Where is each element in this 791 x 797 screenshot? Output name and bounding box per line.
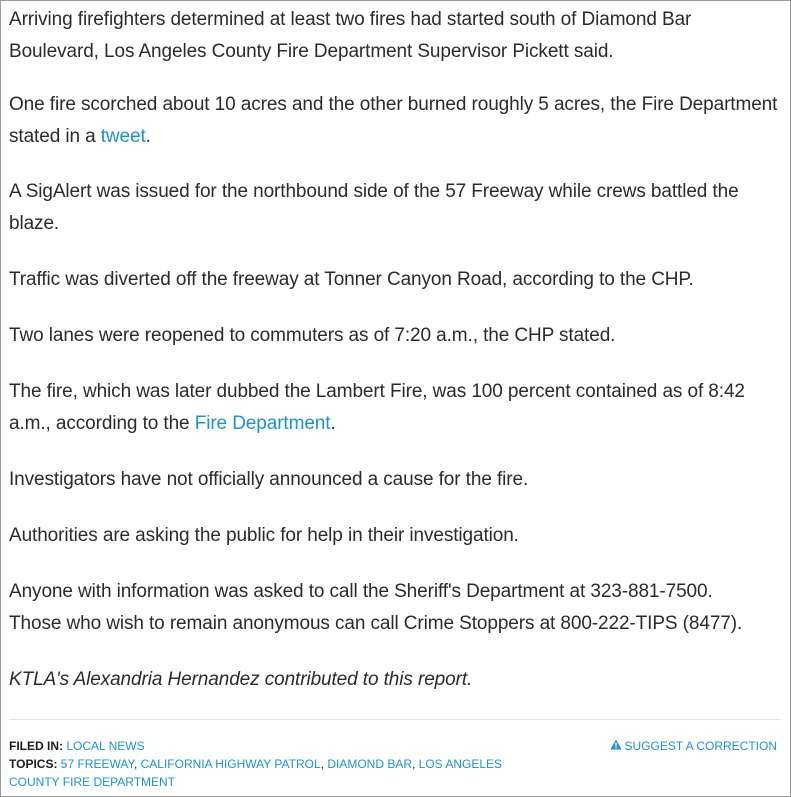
filed-in-label: FILED IN:	[9, 739, 63, 753]
topic-link[interactable]: LOS ANGELES COUNTY FIRE DEPARTMENT	[9, 757, 503, 789]
warning-icon	[610, 737, 625, 755]
divider	[9, 719, 781, 720]
topic-separator: ,	[133, 757, 141, 771]
article-paragraph	[9, 89, 781, 153]
article-paragraph	[9, 576, 742, 640]
article-credit: KTLA's Alexandria Hernandez contributed to this report.	[9, 669, 473, 690]
article-paragraph: Authorities are asking the public for help in their investigation.	[9, 525, 519, 546]
tweet-link[interactable]: tweet	[100, 126, 146, 147]
fire-department-link[interactable]: Fire Department	[194, 413, 331, 434]
article-paragraph	[9, 376, 781, 440]
filed-in-link[interactable]: LOCAL NEWS	[66, 739, 145, 753]
paragraph-text: One fire scorched about 10 acres and the other burned roughly 5 acres, the Fire Department stated in a	[9, 94, 778, 147]
paragraph-text: The fire, which was later dubbed the Lambert Fire, was 100 percent contained as of 8:42 a.m., according to the	[9, 381, 745, 434]
topic-link[interactable]: 57 FREEWAY	[60, 757, 134, 771]
paragraph-text: .	[145, 126, 151, 147]
article-paragraph: Investigators have not officially announced a cause for the fire.	[9, 469, 529, 490]
topics	[9, 755, 519, 791]
article-paragraph: Two lanes were reopened to commuters as of 7:20 a.m., the CHP stated.	[9, 325, 616, 346]
suggest-correction-link[interactable]	[610, 737, 777, 755]
topic-link[interactable]: CALIFORNIA HIGHWAY PATROL	[140, 757, 321, 771]
article-paragraph: A SigAlert was issued for the northbound side of the 57 Freeway while crews battled the blaze.	[9, 181, 739, 234]
suggest-correction-label: SUGGEST A CORRECTION	[624, 739, 777, 753]
topic-separator: ,	[320, 757, 328, 771]
topics-label: TOPICS:	[9, 757, 58, 771]
filed-in	[9, 737, 519, 755]
article-meta	[9, 737, 519, 791]
article-paragraph: Arriving firefighters determined at least two fires had started south of Diamond Bar Boulevard, Los Angeles County Fire Department Supervisor Pickett said.	[9, 9, 692, 62]
paragraph-line: Anyone with information was asked to call the Sheriff's Department at 323-881-7500.	[9, 581, 713, 602]
paragraph-line: Those who wish to remain anonymous can call Crime Stoppers at 800-222-TIPS (8477).	[9, 613, 743, 634]
paragraph-text: .	[330, 413, 336, 434]
topic-separator: ,	[412, 757, 419, 771]
topic-link[interactable]: DIAMOND BAR	[327, 757, 412, 771]
article-paragraph: Traffic was diverted off the freeway at Tonner Canyon Road, according to the CHP.	[9, 269, 694, 290]
